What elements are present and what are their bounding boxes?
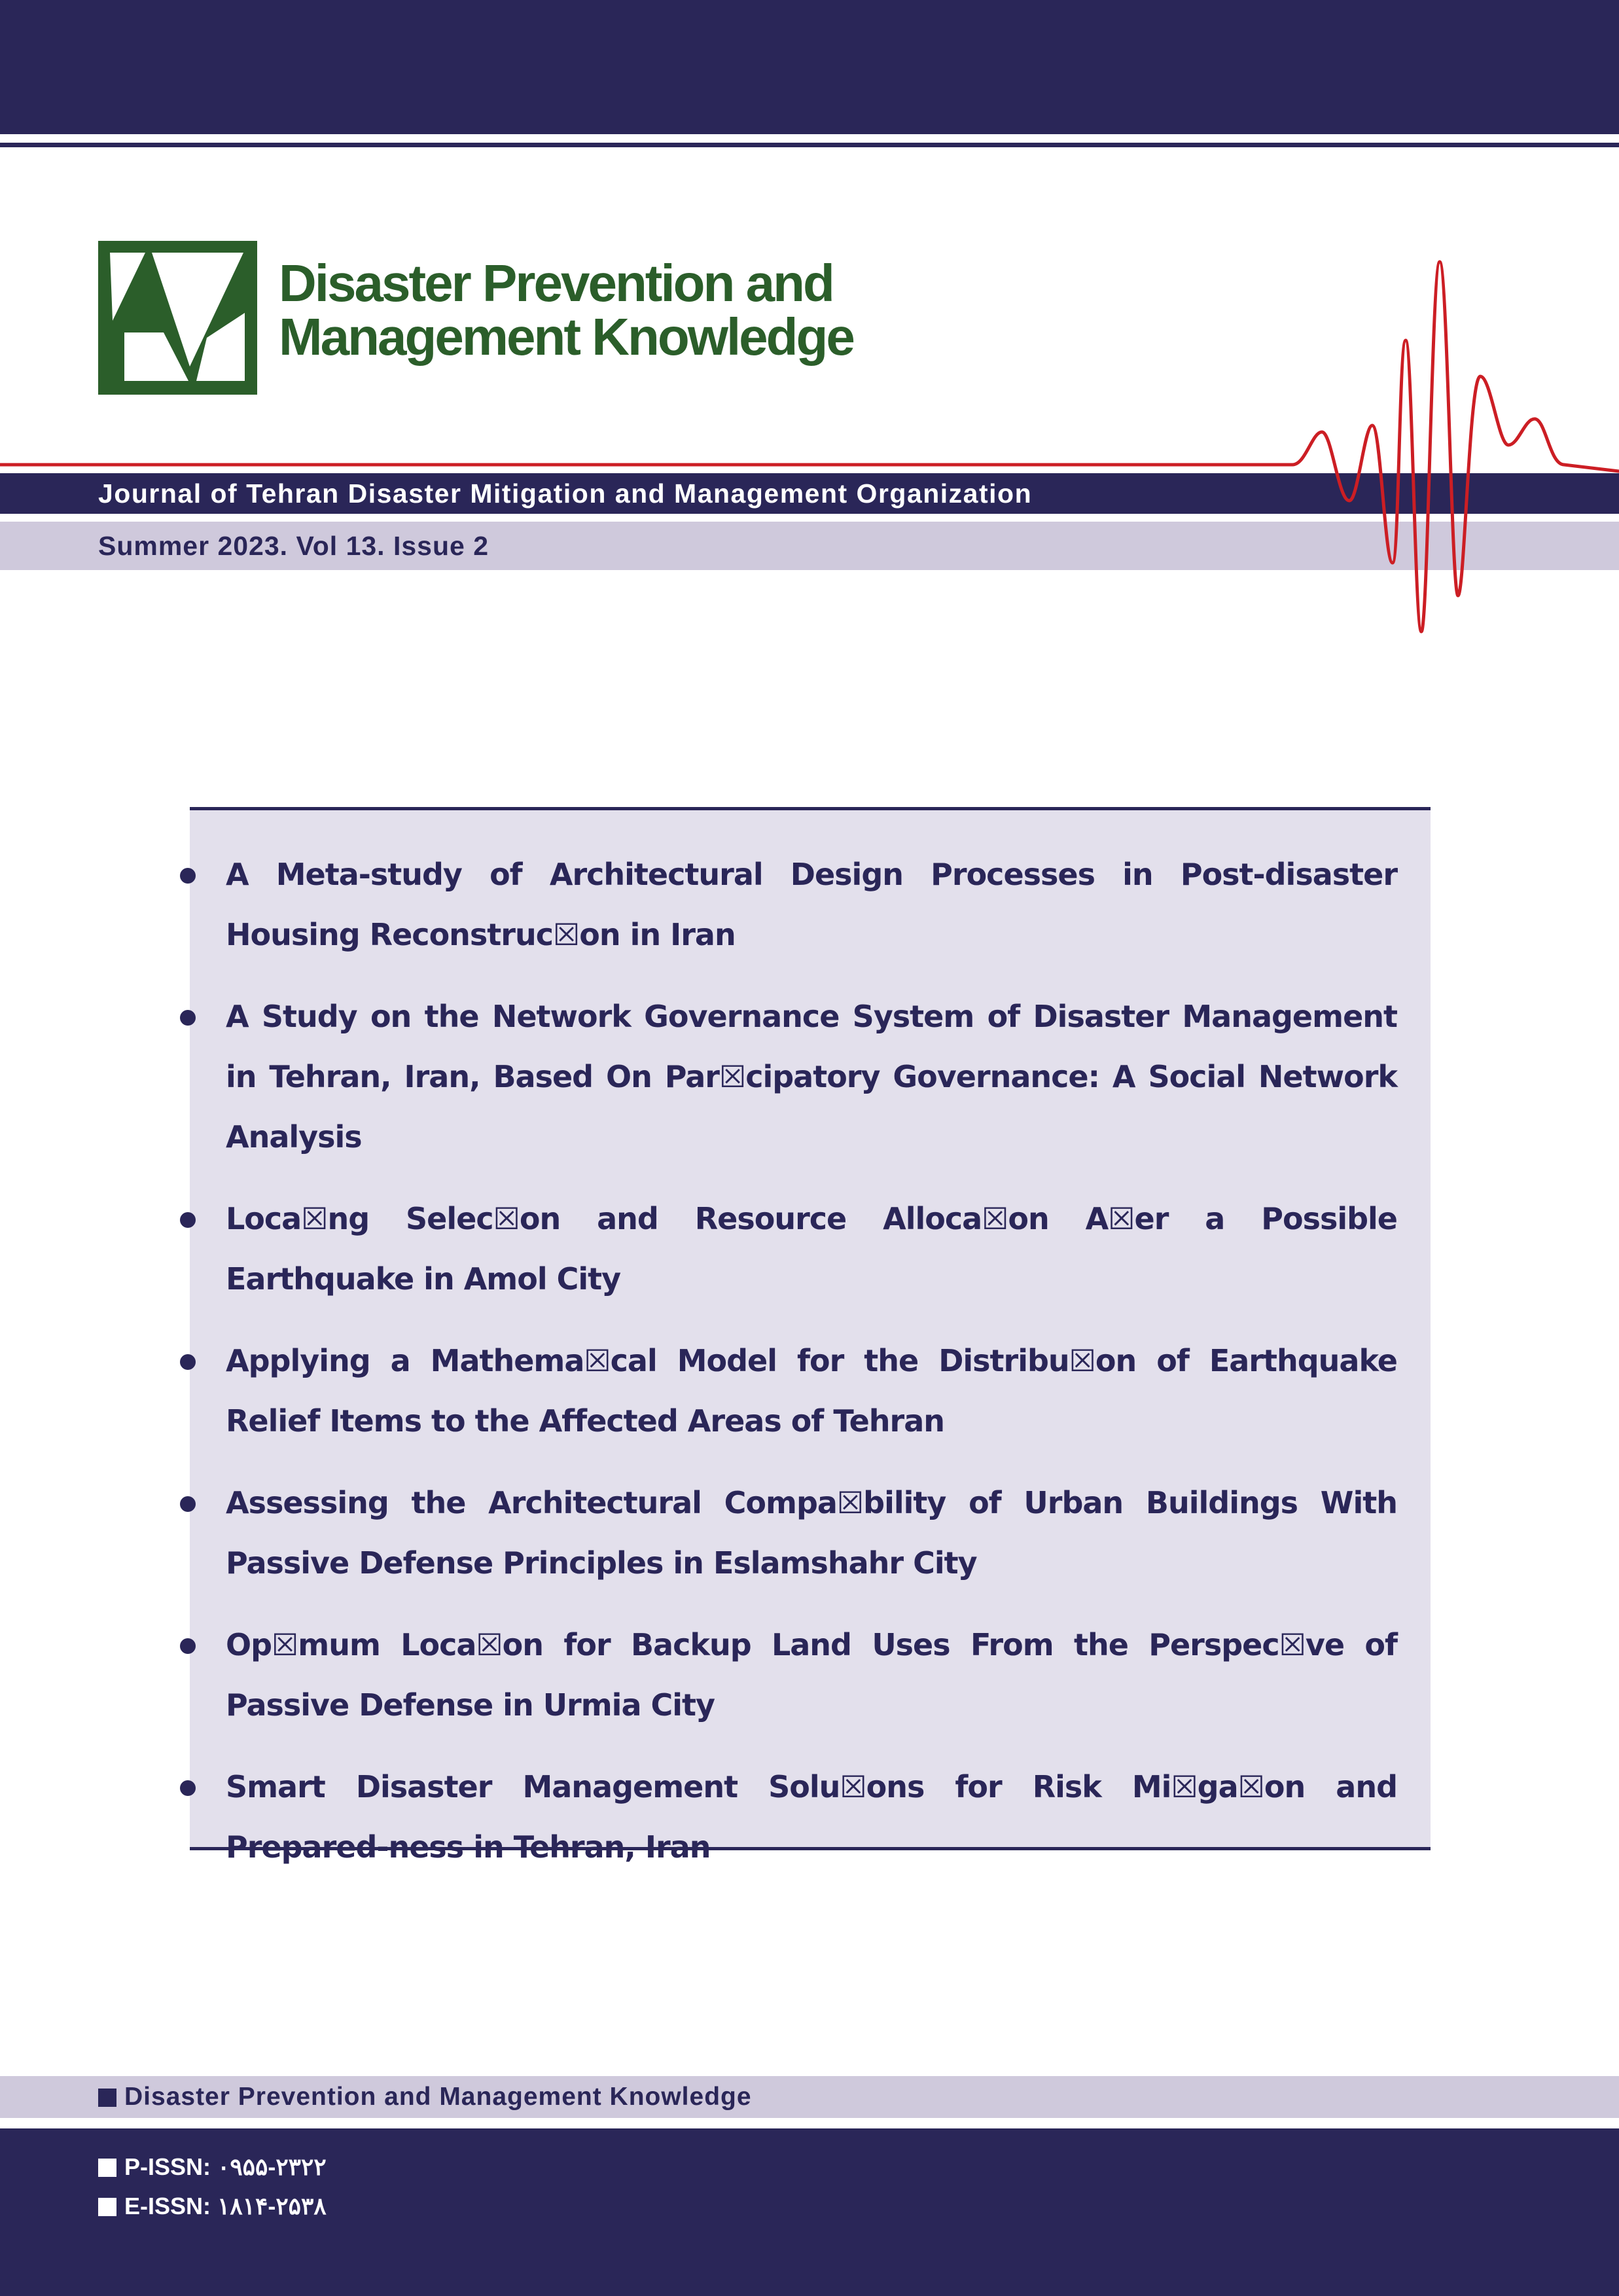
article-item xyxy=(180,1615,1397,1735)
square-bullet-icon xyxy=(98,2089,116,2107)
square-bullet-icon xyxy=(98,2198,116,2216)
footer-title-text: Disaster Prevention and Management Knowledge xyxy=(124,2083,752,2111)
article-item xyxy=(180,1331,1397,1451)
p-issn xyxy=(98,2153,327,2181)
article-title: A Meta-study of Architectural Design Processes in Post-disaster Housing Reconstruc☒on in Iran xyxy=(226,857,1397,952)
footer-title xyxy=(98,2076,752,2118)
article-title: Loca☒ng Selec☒on and Resource Alloca☒on A☒er a Possible Earthquake in Amol City xyxy=(226,1201,1397,1297)
article-item xyxy=(180,1473,1397,1593)
article-item xyxy=(180,844,1397,965)
bullet-dot xyxy=(180,1638,196,1654)
article-title: Op☒mum Loca☒on for Backup Land Uses From the Perspec☒ve of Passive Defense in Urmia City xyxy=(226,1627,1397,1723)
issue-info: Summer 2023. Vol 13. Issue 2 xyxy=(98,531,489,561)
e-issn xyxy=(98,2193,327,2220)
article-item xyxy=(180,1757,1397,1877)
bullet-dot xyxy=(180,1010,196,1026)
bullet-dot xyxy=(180,1496,196,1512)
logo-title-line2: Management Knowledge xyxy=(279,308,853,366)
article-title: Smart Disaster Management Solu☒ons for Risk Mi☒ga☒on and Prepared-ness in Tehran, Iran xyxy=(226,1769,1397,1865)
bullet-dot xyxy=(180,1780,196,1796)
article-item xyxy=(180,986,1397,1167)
article-title: Applying a Mathema☒cal Model for the Distribu☒on of Earthquake Relief Items to the Affected Areas of Tehran xyxy=(226,1343,1397,1439)
p-issn-text: P-ISSN: ۰۹۵۵-۲۳۲۲ xyxy=(124,2153,327,2180)
square-bullet-icon xyxy=(98,2159,116,2177)
article-title: Assessing the Architectural Compa☒bility of Urban Buildings With Passive Defense Principles in Eslamshahr City xyxy=(226,1485,1397,1581)
e-issn-text: E-ISSN: ۱۸۱۴-۲۵۳۸ xyxy=(124,2193,327,2219)
journal-publisher: Journal of Tehran Disaster Mitigation and Management Organization xyxy=(98,478,1033,509)
article-item xyxy=(180,1189,1397,1309)
bullet-dot xyxy=(180,1354,196,1370)
article-list xyxy=(180,844,1397,1899)
header-rule xyxy=(0,143,1619,147)
top-header-band xyxy=(0,0,1619,134)
logo-title-line1: Disaster Prevention and xyxy=(279,254,833,312)
journal-logo-title xyxy=(279,254,853,366)
article-title: A Study on the Network Governance System of Disaster Management in Tehran, Iran, Based On Par☒cipatory Governance: A Social Network Analysis xyxy=(226,999,1397,1155)
bullet-dot xyxy=(180,868,196,884)
bullet-dot xyxy=(180,1212,196,1228)
journal-logo-icon xyxy=(98,241,257,395)
